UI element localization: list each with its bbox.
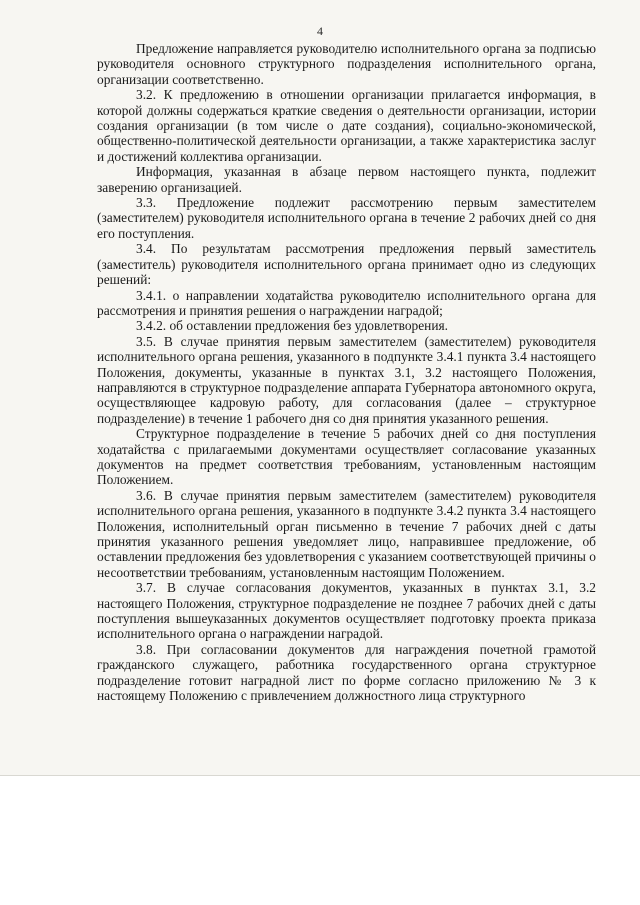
paragraph-3-5: 3.5. В случае принятия первым заместителем (заместителем) руководителя исполнительного органа решения, указанного в подпункте 3.4.1 пункта 3.4 настоящего Положения, документы, указанные в пунктах 3.1, 3.2 настоящего Положения, направляются в структурное подразделение аппарата Губернатора автономного округа, осуществляющее кадровую работу, для согласования (далее – структурное подразделение) в течение 1 рабочего дня со дня принятия указанного решения. [97,333,596,426]
paragraph-3-8: 3.8. При согласовании документов для награждения почетной грамотой гражданского служащего, работника государственного органа структурное подразделение готовит наградной лист по форме согласно приложению № 3 к настоящему Положению с привлечением должностного лица структурного [97,641,596,704]
document-body [97,41,596,703]
paragraph-proposal-routing: Предложение направляется руководителю исполнительного органа за подписью руководителя основного структурного подразделения исполнительного органа, организации соответственно. [97,41,596,87]
paragraph-3-7: 3.7. В случае согласования документов, указанных в пунктах 3.1, 3.2 настоящего Положения, структурное подразделение не позднее 7 рабочих дней с даты поступления вышеуказанных документов осуществляет подготовку проекта приказа исполнительного органа о награждении наградой. [97,580,596,642]
paragraph-3-6: 3.6. В случае принятия первым заместителем (заместителем) руководителя исполнительного органа решения, указанного в подпункте 3.4.2 пункта 3.4 настоящего Положения, исполнительный орган письменно в течение 7 рабочих дней с даты принятия указанного решения уведомляет лицо, направившее предложение, об оставлении предложения без удовлетворения с указанием соответствующей причины о несоответствии требованиям, установленным настоящим Положением. [97,487,596,580]
paragraph-structural-approval: Структурное подразделение в течение 5 рабочих дней со дня поступления ходатайства с прилагаемыми документами осуществляет согласование указанных документов на предмет соответствия требованиям, установленным настоящим Положением. [97,426,596,488]
page-number: 4 [317,24,323,38]
paragraph-info-certification: Информация, указанная в абзаце первом настоящего пункта, подлежит заверению организацией. [97,164,596,195]
paragraph-3-4: 3.4. По результатам рассмотрения предложения первый заместитель (заместитель) руководителя исполнительного органа принимает одно из следующих решений: [97,241,596,288]
paragraph-3-4-1: 3.4.1. о направлении ходатайства руководителю исполнительного органа для рассмотрения и принятия решения о награждении наградой; [97,287,596,318]
paragraph-3-4-2: 3.4.2. об оставлении предложения без удовлетворения. [136,318,448,334]
paragraph-3-3: 3.3. Предложение подлежит рассмотрению первым заместителем (заместителем) руководителя исполнительного органа в течение 2 рабочих дней со дня его поступления. [97,195,596,241]
paragraph-3-2: 3.2. К предложению в отношении организации прилагается информация, в которой должны содержаться краткие сведения о деятельности организации, истории создания организации (в том числе о дате создания), социально-экономической, общественно-политической деятельности организации, а также характеристика заслуг и достижений коллектива организации. [97,87,596,164]
